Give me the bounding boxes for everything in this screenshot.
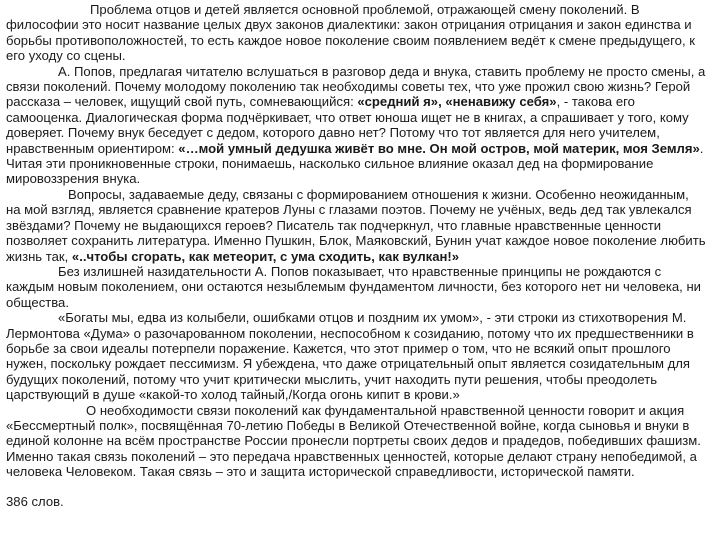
paragraph-text: А. Попов, предлагая читателю вслушаться в разговор деда и внука, ставить проблему не просто смены, а связи поколений. Почему молодому поколению так необходимы советы тех, что уже прожил свою жизнь? Герой рассказа – человек, ищущий свой путь, сомневающийся: xyxy=(6,63,706,110)
essay-paragraph xyxy=(6,310,706,402)
quoted-phrase: «…мой умный дедушка живёт во мне. Он мой остров, мой материк, моя Земля» xyxy=(178,140,700,156)
essay-paragraph xyxy=(6,403,706,480)
paragraph-text: , - такова его самооценка. Диалогическая форма подчёркивает, что ответ юноша ищет не в книгах, а спрашивает у того, кому доверяет. Почему внук беседует с дедом, которого давно нет? Потому что тот является для него учителем, нравственным ориентиром: xyxy=(6,94,689,156)
word-count: 386 слов. xyxy=(6,493,64,509)
essay-body xyxy=(6,2,706,480)
paragraph-text: Проблема отцов и детей является основной проблемой, отражающей смену поколений. В философии это носит название целых двух законов диалектики: закон отрицания отрицания и закон единства и борьбы противоположностей, то есть каждое новое поколение своим появлением ведёт к смене предыдущего, к его уходу со сцены. xyxy=(6,2,695,64)
essay-paragraph xyxy=(6,2,706,64)
essay-paragraph xyxy=(6,264,706,310)
essay-paragraph xyxy=(6,64,706,187)
quoted-phrase: «..чтобы сгорать, как метеорит, с ума сходить, как вулкан!» xyxy=(71,248,460,264)
paragraph-text: . Читая эти проникновенные строки, понимаешь, насколько сильное влияние оказал дед на формирование мировоззрения внука. xyxy=(6,140,704,187)
quoted-phrase: «средний я», «ненавижу себя» xyxy=(357,94,557,110)
paragraph-text: Без излишней назидательности А. Попов показывает, что нравственные принципы не рождаются с каждым новым поколением, они остаются незыблемым фундаментом личности, без которого нет ни человека, ни общества. xyxy=(6,263,701,310)
essay-paragraph xyxy=(6,187,706,264)
paragraph-text: О необходимости связи поколений как фундаментальной нравственной ценности говорит и акция «Бессмертный полк», посвящённая 70-летию Победы в Великой Отечественной войне, когда сыновья и внуки в единой колонне на всём пространстве России пронесли портреты своих дедов и прадедов, победивших фашизм. Именно такая связь поколений – это передача нравственных ценностей, которые делают страну непобедимой, а человека Человеком. Такая связь – это и защита исторической справедливости, исторической памяти. xyxy=(6,402,701,480)
paragraph-text: Вопросы, задаваемые деду, связаны с формированием отношения к жизни. Особенно неожиданным, на мой взгляд, является сравнение кратеров Луны с глазами поэтов. Почему не учёных, ведь дед так увлекался звёздами? Почему не выдающихся героев? Писатель так подчеркнул, что главные нравственные ценности позволяет сохранить литература. Именно Пушкин, Блок, Маяковский, Бунин учат каждое новое поколение любить жизнь так, xyxy=(6,186,706,264)
paragraph-text: «Богаты мы, едва из колыбели, ошибками отцов и поздним их умом», - эти строки из стихотворения М. Лермонтова «Дума» о разочарованном поколении, неспособном к созиданию, потому что их предшественники в борьбе за свои идеалы потерпели поражение. Кажется, что этот пример о том, что не всякий опыт прошлого нужен, поскольку рождает пессимизм. Я убеждена, что даже отрицательный опыт является созидательным для будущих поколений, потому что учит критически мыслить, учит находить пути решения, чтобы преодолеть царствующий в душе «какой-то холод тайный,/Когда огонь кипит в крови.» xyxy=(6,310,694,403)
